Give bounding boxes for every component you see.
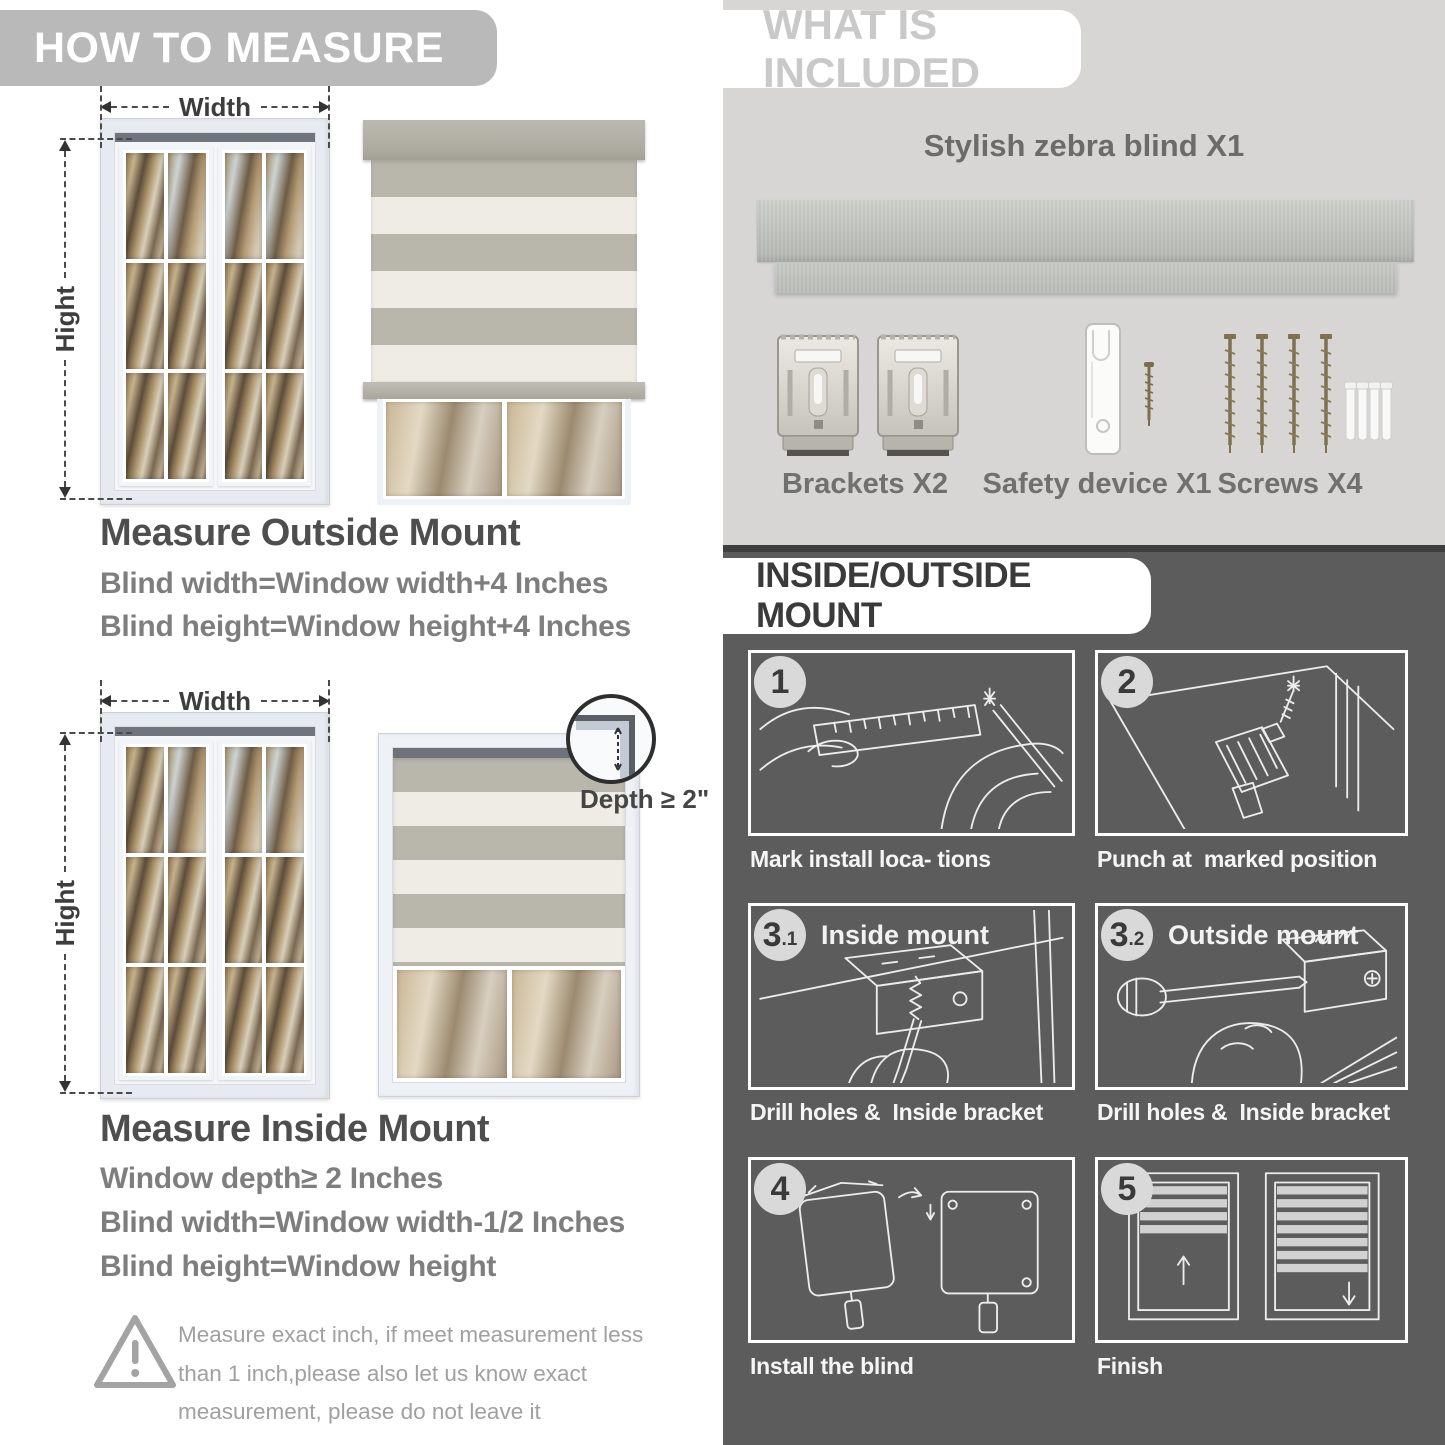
step-3-1-caption: Drill holes & Inside bracket (750, 1099, 1043, 1125)
height-dimension-inside (49, 734, 80, 1092)
brackets-label: Brackets X2 (781, 468, 949, 500)
safety-device-icon (1048, 322, 1168, 462)
window-pane (266, 153, 304, 259)
window-pane (225, 857, 263, 963)
inside-outside-mount-banner (723, 558, 1151, 634)
dim-line (261, 700, 319, 702)
window-head-strip (115, 133, 315, 142)
how-to-measure-title: HOW TO MEASURE (34, 23, 444, 72)
width-dimension-outside (100, 91, 330, 122)
window-pane (126, 967, 164, 1073)
window-pane (225, 153, 263, 259)
window-door (218, 146, 312, 486)
step-number: 3 (1109, 915, 1129, 954)
window-pane (168, 153, 206, 259)
arrow-up-icon (59, 140, 71, 151)
step-4-caption: Install the blind (750, 1353, 914, 1379)
window-pane (507, 402, 623, 496)
step-number-sub: .1 (781, 929, 798, 950)
window-pane (126, 747, 164, 853)
step-3-1-badge (754, 909, 806, 961)
step-3-1-panel (748, 903, 1075, 1090)
how-to-measure-banner (0, 10, 497, 86)
measure-outside-mount-title: Measure Outside Mount (100, 512, 521, 554)
width-label: Width (179, 685, 251, 716)
product-title: Stylish zebra blind X1 (923, 128, 1245, 163)
zebra-blind-outside-illustration (363, 120, 645, 505)
what-is-included-title: WHAT IS INCLUDED (763, 1, 980, 96)
blind-headrail-lower (775, 262, 1397, 293)
dim-line (64, 360, 66, 487)
window-pane (266, 263, 304, 369)
height-label: Hight (49, 285, 80, 353)
window-pane (266, 967, 304, 1073)
window-pane (225, 747, 263, 853)
dim-tick (60, 1092, 132, 1094)
step-2-panel (1095, 650, 1408, 836)
what-is-included-banner (723, 1, 1081, 96)
height-dimension-outside (49, 140, 80, 498)
depth-detail-circle (566, 694, 656, 784)
inside-formula-width: Blind width=Window width-1/2 Inches (100, 1206, 626, 1239)
dim-line (261, 106, 319, 108)
screws-label: Screws X4 (1217, 468, 1363, 500)
dim-line (111, 700, 169, 702)
window-head-strip (115, 727, 315, 736)
window-pane (168, 373, 206, 479)
window-pane (266, 373, 304, 479)
dim-tick (60, 498, 132, 500)
depth-corner-detail (570, 698, 652, 780)
outside-formula-width: Blind width=Window width+4 Inches (100, 567, 609, 600)
blind-cassette (363, 120, 645, 160)
step-4-panel (748, 1157, 1075, 1343)
window-illustration-outside (100, 118, 330, 505)
step-number: 1 (770, 662, 790, 701)
measure-inside-mount-title: Measure Inside Mount (100, 1108, 490, 1150)
blind-fabric (371, 160, 637, 382)
height-label: Hight (49, 879, 80, 947)
window-pane (126, 373, 164, 479)
step-2-caption: Punch at marked position (1097, 846, 1378, 872)
inside-formula-depth: Window depth≥ 2 Inches (100, 1162, 443, 1195)
dim-tick (328, 680, 330, 742)
dim-line (111, 106, 169, 108)
window-pane (168, 747, 206, 853)
window-pane (225, 967, 263, 1073)
step-5-panel (1095, 1157, 1408, 1343)
dim-tick (60, 732, 132, 734)
dim-line (64, 151, 66, 278)
blind-bottom-rail (363, 382, 645, 399)
step-number: 3 (762, 915, 782, 954)
dim-line (64, 954, 66, 1081)
step-5-caption: Finish (1097, 1353, 1163, 1379)
step-1-badge (754, 656, 806, 708)
inside-outside-mount-section (723, 552, 1445, 1445)
window-door (119, 146, 213, 486)
step-3-2-panel (1095, 903, 1408, 1090)
window-pane (126, 857, 164, 963)
window-pane (397, 970, 507, 1078)
step-2-badge (1101, 656, 1153, 708)
window-doors (115, 142, 315, 490)
window-pane (168, 967, 206, 1073)
what-is-included-section (723, 0, 1445, 552)
outside-mount-label: Outside mount (1168, 920, 1359, 950)
screws-icon (1218, 330, 1393, 465)
outside-formula-height: Blind height=Window height+4 Inches (100, 610, 631, 643)
window-pane (225, 263, 263, 369)
window-doors (115, 736, 315, 1084)
window-pane (168, 263, 206, 369)
window-door (119, 740, 213, 1080)
width-label: Width (179, 91, 251, 122)
width-dimension-inside (100, 685, 330, 716)
arrow-up-icon (59, 734, 71, 745)
window-sash (114, 132, 316, 491)
dim-tick (328, 86, 330, 148)
step-3-2-badge (1101, 909, 1153, 961)
brackets-icon (773, 328, 963, 460)
dim-line (64, 745, 66, 872)
step-3-2-caption: Drill holes & Inside bracket (1097, 1099, 1390, 1125)
arrow-down-icon (59, 1081, 71, 1092)
window-pane (126, 263, 164, 369)
window-pane (266, 747, 304, 853)
window-door (218, 740, 312, 1080)
step-1-caption: Mark install loca- tions (750, 846, 991, 872)
wall-anchors-icon (1345, 382, 1393, 440)
window-pane (126, 153, 164, 259)
arrow-down-icon (59, 487, 71, 498)
step-number: 4 (770, 1169, 790, 1208)
step-number: 2 (1117, 662, 1137, 701)
step-number: 5 (1117, 1169, 1137, 1208)
safety-device-label: Safety device X1 (982, 468, 1212, 500)
window-below-blind (377, 399, 631, 505)
inside-outside-mount-title: INSIDE/OUTSIDE MOUNT (756, 556, 1031, 635)
blind-headrail (757, 200, 1414, 262)
step-1-panel (748, 650, 1075, 836)
window-pane (225, 373, 263, 479)
inside-mount-label: Inside mount (821, 920, 989, 950)
window-pane (266, 857, 304, 963)
inside-formula-height: Blind height=Window height (100, 1250, 497, 1283)
step-4-badge (754, 1163, 806, 1215)
dim-tick (60, 138, 132, 140)
exclamation-triangle-icon (92, 1312, 178, 1392)
measurement-warning-text: Measure exact inch, if meet measurement less than 1 inch,please also let us know exact measurement, please do not leave it (178, 1322, 644, 1425)
window-pane (386, 402, 502, 496)
step-number-sub: .2 (1128, 929, 1145, 950)
window-pane (168, 857, 206, 963)
depth-label: Depth ≥ 2" (580, 784, 710, 814)
window-pane (512, 970, 622, 1078)
window-sash (114, 726, 316, 1085)
window-below-blind (393, 966, 625, 1082)
window-illustration-inside (100, 712, 330, 1099)
step-5-badge (1101, 1163, 1153, 1215)
